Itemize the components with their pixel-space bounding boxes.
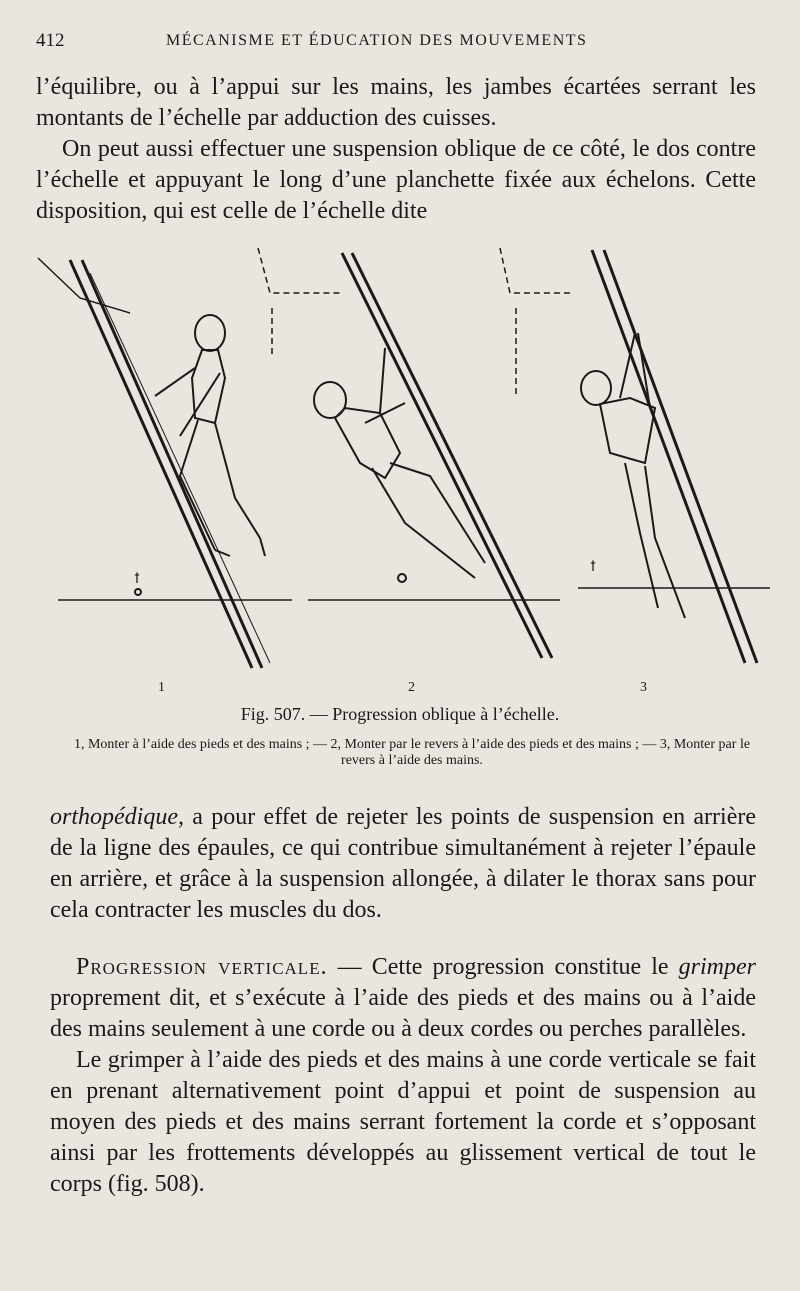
svg-text:ꝉ: ꝉ [590,560,596,575]
section-dash-text: — Cette progression constitue le [327,954,679,980]
continuation-text: a pour effet de rejeter les points de suspension en arrière de la ligne des épaules, ce qui contribue simultanément à rejeter l’épaule en arrière, et grâce à la suspension allongée, à dilater le thorax sans pour cela contracter les muscles du dos. [50,804,756,923]
figure-2-climber [314,348,485,578]
panel-number-2: 2 [408,680,415,695]
paragraph-continuation [50,802,756,926]
panel-number-3: 3 [640,680,647,695]
figure-3-climber [581,333,685,618]
page-header [36,30,760,60]
bottom-text [50,802,756,1200]
paragraph-section [50,952,756,1045]
figure-caption-description: 1, Monter à l’aide des pieds et des mains ; — 2, Monter par le revers à l’aide des pieds et des mains ; — 3, Monter par le revers à l’aide des mains. [73,737,751,768]
top-text [36,72,756,227]
paragraph-2: On peut aussi effectuer une suspension oblique de ce côté, le dos contre l’échelle et appuyant le long d’une planchette fixée aux échelons. Cette disposition, qui est celle de l’échelle dite [36,136,756,224]
italic-term-grimper: grimper [678,954,756,980]
section-heading: Progression verticale. [76,954,328,980]
paragraph-last: Le grimper à l’aide des pieds et des mains à une corde verticale se fait en prenant alternativement point d’appui et point de suspension au moyen des pieds et des mains serrant fortement la corde et s’opposant ainsi par les frottements développés au glissement vertical de tout le corps (fig. 508). [50,1047,756,1197]
ladder-illustration [30,238,775,698]
running-head: MÉCANISME ET ÉDUCATION DES MOUVEMENTS [166,32,588,49]
paragraph-1: l’équilibre, ou à l’appui sur les mains, les jambes écartées serrant les montants de l’échelle par adduction des cuisses. [36,74,756,131]
italic-term: orthopédique, [50,804,184,830]
panel-number-1: 1 [158,680,165,695]
svg-text:ꝉ: ꝉ [134,572,140,587]
figure-caption-title: Fig. 507. — Progression oblique à l’échelle. [240,704,560,724]
section-text: proprement dit, et s’exécute à l’aide des pieds et des mains ou à l’aide des mains seulement à une corde ou à deux cordes ou perches parallèles. [50,985,756,1042]
figure-507 [30,238,775,698]
figure-1-climber [155,315,265,556]
page-number: 412 [36,30,65,51]
